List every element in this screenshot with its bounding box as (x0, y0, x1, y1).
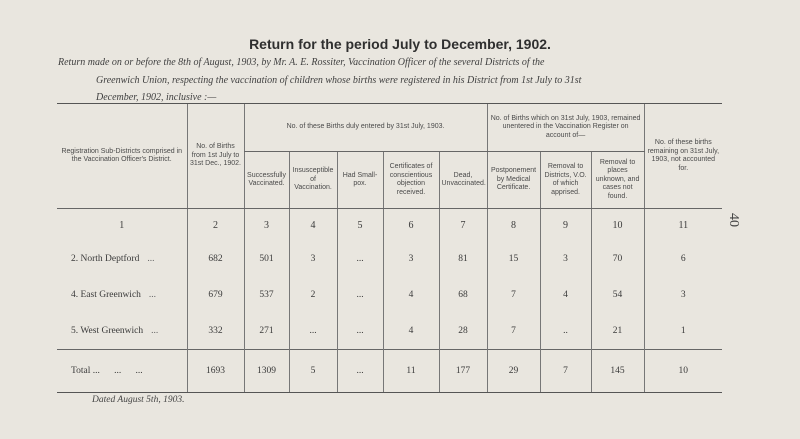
leader-dots: ... (151, 326, 159, 336)
total-cell: 11 (383, 350, 439, 393)
column-number: 1 (119, 219, 125, 231)
total-cell: 29 (487, 350, 540, 393)
intro-line: December, 1902, inclusive :— (96, 92, 217, 103)
header-remaining: No. of these births remaining on 31st July, 1903, not accounted for. (644, 104, 722, 209)
header-removal-unknown: Removal to places unknown, and cases not found. (591, 152, 644, 209)
district-cell (57, 241, 187, 277)
total-cell: 10 (644, 350, 722, 393)
table-cell: 1 (644, 313, 722, 350)
table-cell: 7 (487, 277, 540, 313)
table-cell: 3 (383, 241, 439, 277)
total-cell: 1693 (187, 350, 244, 393)
table-row (57, 241, 722, 277)
total-cell: 177 (439, 350, 487, 393)
header-entered-group: No. of these Births duly entered by 31st July, 1903. (244, 104, 487, 152)
column-number: 3 (244, 209, 289, 242)
header-postponement: Postponement by Medical Certificate. (487, 152, 540, 209)
district-name: 4. East Greenwich (71, 290, 141, 300)
table-cell: 15 (487, 241, 540, 277)
district-name: 2. North Deptford (71, 254, 140, 264)
total-cell: 7 (540, 350, 591, 393)
table-cell: 54 (591, 277, 644, 313)
leader-dots: ... (147, 254, 155, 264)
table-cell: 501 (244, 241, 289, 277)
header-unentered-group: No. of Births which on 31st July, 1903, remained unentered in the Vaccination Register on account of— (487, 104, 644, 152)
table-cell: ... (289, 313, 337, 350)
header-district: Registration Sub-Districts comprised in the Vaccination Officer's District. (57, 104, 187, 209)
total-cell: 5 (289, 350, 337, 393)
table-cell: 6 (644, 241, 722, 277)
column-number: 6 (383, 209, 439, 242)
table-row (57, 313, 722, 350)
district-cell (57, 313, 187, 350)
table-cell: 28 (439, 313, 487, 350)
table-cell: 21 (591, 313, 644, 350)
header-births: No. of Births from 1st July to 31st Dec., 1902. (187, 104, 244, 209)
district-cell (57, 277, 187, 313)
table-cell: ... (337, 277, 383, 313)
table-cell: 679 (187, 277, 244, 313)
table-cell: 4 (383, 313, 439, 350)
table-cell: 4 (383, 277, 439, 313)
column-number: 11 (644, 209, 722, 242)
table-cell: 332 (187, 313, 244, 350)
column-number-row (57, 209, 722, 242)
table-cell: 68 (439, 277, 487, 313)
column-number: 4 (289, 209, 337, 242)
table-cell: 3 (289, 241, 337, 277)
header-smallpox: Had Small-pox. (337, 152, 383, 209)
vaccination-return-table (57, 103, 722, 393)
header-removal-districts: Removal to Districts, V.O. of which apprised. (540, 152, 591, 209)
intro-line: Return made on or before the 8th of August, 1903, by Mr. A. E. Rossiter, Vaccination Officer of the several Districts of the (58, 57, 545, 68)
column-number: 8 (487, 209, 540, 242)
column-number: 7 (439, 209, 487, 242)
column-number: 10 (591, 209, 644, 242)
total-cell: 145 (591, 350, 644, 393)
date-footer: Dated August 5th, 1903. (92, 395, 185, 405)
header-insusceptible: Insusceptible of Vaccination. (289, 152, 337, 209)
intro-paragraph (58, 54, 748, 107)
table-cell: 2 (289, 277, 337, 313)
table-cell: 4 (540, 277, 591, 313)
column-number: 5 (337, 209, 383, 242)
intro-line: Greenwich Union, respecting the vaccination of children whose births were registered in his District from 1st July to 31st (96, 74, 582, 86)
table-cell: 70 (591, 241, 644, 277)
total-row (57, 350, 722, 393)
table-row (57, 277, 722, 313)
total-label: Total ... ... ... (57, 350, 187, 393)
table-cell: 682 (187, 241, 244, 277)
table-cell: ... (337, 241, 383, 277)
leader-dots: ... (148, 290, 157, 300)
table-cell: 537 (244, 277, 289, 313)
table-cell: 271 (244, 313, 289, 350)
table-cell: .. (540, 313, 591, 350)
page-title: Return for the period July to December, 1902. (249, 36, 551, 52)
total-cell: 1309 (244, 350, 289, 393)
table-cell: ... (337, 313, 383, 350)
table-cell: 3 (644, 277, 722, 313)
column-number: 2 (187, 209, 244, 242)
total-cell: ... (337, 350, 383, 393)
header-conscientious: Certificates of conscientious objection received. (383, 152, 439, 209)
page-number: 40 (726, 213, 741, 227)
table-cell: 81 (439, 241, 487, 277)
table-cell: 3 (540, 241, 591, 277)
table-cell: 7 (487, 313, 540, 350)
district-name: 5. West Greenwich (71, 326, 144, 336)
column-number: 9 (540, 209, 591, 242)
header-dead: Dead, Unvaccinated. (439, 152, 487, 209)
header-vaccinated: Successfully Vaccinated. (244, 152, 289, 209)
